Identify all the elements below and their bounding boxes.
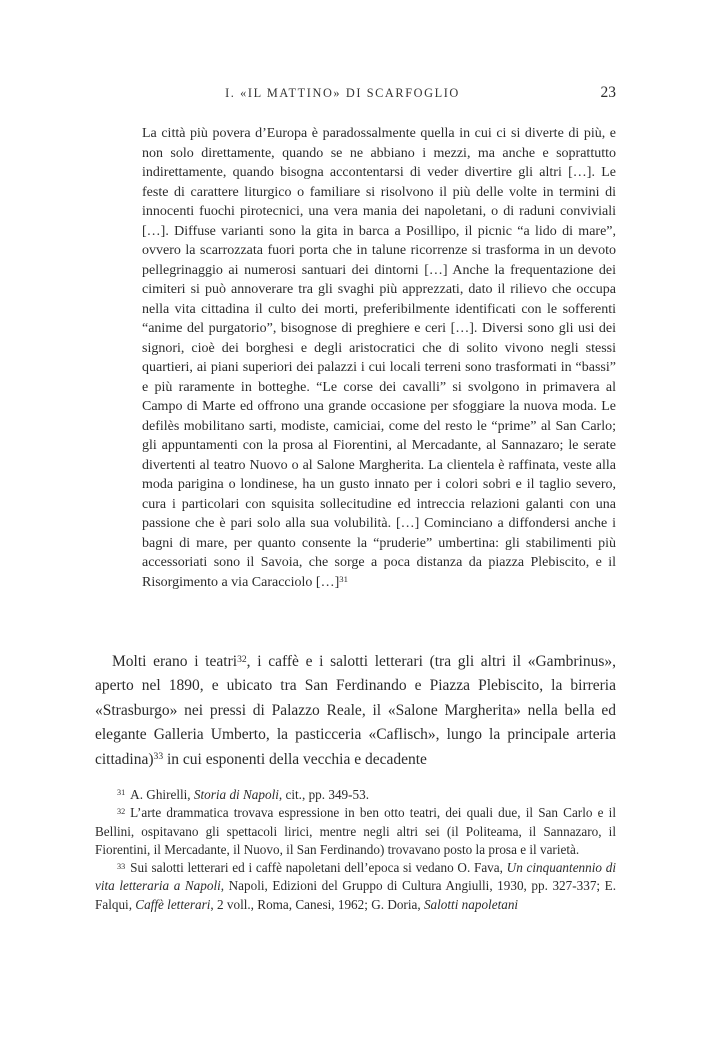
footnote-text: Sui salotti letterari ed i caffè napoletani dell’epoca si vedano O. Fava, Un cinquantennio di vita letteraria a Napoli, Napoli, Edizioni del Gruppo di Cultura Angiulli, 1930, pp. 327-337; E. Falqui, Caffè letterari, 2 voll., Roma, Canesi, 1962; G. Doria, Salotti napoletani: [95, 860, 616, 912]
footnote: [95, 859, 616, 914]
footnote-text: A. Ghirelli, Storia di Napoli, cit., pp. 349-53.: [130, 787, 370, 802]
footnote-text: L’arte drammatica trovava espressione in ben otto teatri, dei quali due, il San Carlo e il Bellini, ospitavano gli spettacoli lirici, mentre negli altri sei (il Politeama, il Sannazaro, il Fiorentini, il Mercadante, il Nuovo, il San Ferdinando) trovavano posto la prosa e il varietà.: [95, 805, 616, 857]
footnote: [95, 804, 616, 859]
running-title: I. «IL MATTINO» DI SCARFOGLIO: [225, 86, 460, 100]
footnote-marker: 32: [117, 806, 126, 816]
page-number: 23: [600, 84, 616, 101]
footnotes-section: [95, 786, 616, 914]
body-paragraph: Molti erano i teatri$^{32}$, i caffè e i salotti letterari (tra gli altri il «Gambrinus», aperto nel 1890, e ubicato tra San Ferdinando e Piazza Plebiscito, la birreria «Strasburgo» nei pressi di Palazzo Reale, il «Salone Margherita» nella bella ed elegante Galleria Umberto, la pasticceria «Caflisch», lungo la principale arteria cittadina)$^{33}$ in cui esponenti della vecchia e decadente: [95, 653, 616, 768]
footnote-marker: 31: [117, 788, 126, 798]
footnote-marker: 33: [117, 861, 126, 871]
footnote: [95, 786, 616, 804]
block-quote: La città più povera d’Europa è paradossalmente quella in cui ci si diverte di più, e non solo direttamente, quando se ne abbiano i mezzi, ma anche e soprattutto indirettamente, quando bisogna accontentarsi di veder divertire gli altri […]. Le feste di carattere liturgico o familiare si risolvono il più delle volte in termini di innocenti fuochi pirotecnici, una vera mania dei napoletani, o di raduni conviviali […]. Diffuse varianti sono la gita in barca a Posillipo, il picnic “a lido di mare”, ovvero la scarrozzata fuori porta che in talune ricorrenze si trasforma in un devoto pellegrinaggio ai numerosi santuari dei dintorni […] Anche la frequentazione dei cimiteri si può annoverare tra gli svaghi più apprezzati, dato il rilievo che occupa nella vita cittadina il culto dei morti, preferibilmente identificati con le sofferenti “anime del purgatorio”, bisognose di preghiere e ceri […]. Diversi sono gli usi dei signori, cioè dei borghesi e degli aristocratici che di solito vivono negli stessi quartieri, ai piani superiori dei palazzi i cui locali terreni sono trasformati in “bassi” e più raramente in botteghe. “Le corse dei cavalli” si svolgono in primavera al Campo di Marte ed offrono una grande occasione per sfoggiare la nuova moda. Le defilès mobilitano sarti, modiste, camiciai, come del resto le “prime” al San Carlo; gli appuntamenti con la prosa al Fiorentini, al Mercadante, al Sannazaro; le serate divertenti al teatro Nuovo o al Salone Margherita. La clientela è raffinata, veste alla moda parigina o londinese, ha un gusto innato per i colori sobri e il taglio severo, cura i particolari con squisita sollecitudine ed intreccia relazioni galanti con una passione che è pari solo alla sua volubilità. […] Cominciano a diffondersi anche i bagni di mare, per quanto consente la “pruderie” umbertina: gli stabilimenti più accessoriati sono il Savoia, che sorge a poca distanza da piazza Plebiscito, e il Risorgimento a via Caracciolo […]$^{31}$: [142, 126, 616, 590]
running-header: [95, 84, 616, 102]
